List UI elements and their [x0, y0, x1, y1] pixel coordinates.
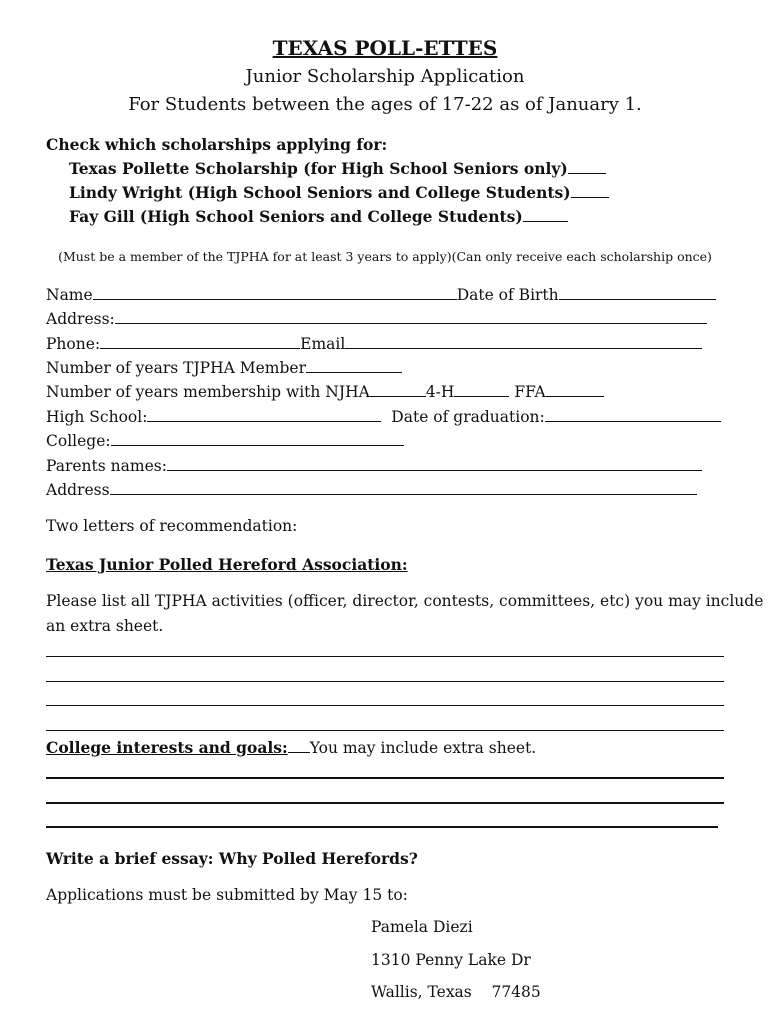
scholarship-option-pollette[interactable] [69, 159, 606, 178]
college-goals-heading: College interests and goals: [46, 738, 288, 757]
parents-label: Parents names: [46, 457, 167, 475]
college-field[interactable] [111, 431, 404, 446]
membership-note: (Must be a member of the TJPHA for at least 3 years to apply)(Can only receive each scholarship once) [58, 249, 712, 264]
name-row [46, 285, 716, 304]
address-row [46, 309, 707, 328]
activities-instructions: Please list all TJPHA activities (officer, director, contests, committees, etc) you may include [46, 592, 764, 610]
four-h-field[interactable] [454, 382, 509, 397]
parent-address-label: Address [46, 481, 110, 499]
ffa-field[interactable] [546, 382, 604, 397]
four-h-label: 4-H [425, 383, 455, 401]
tjpha-years-row [46, 358, 402, 377]
email-label: Email [300, 335, 346, 353]
college-row [46, 431, 404, 450]
college-goals-line[interactable] [46, 777, 724, 779]
college-goals-line[interactable] [46, 802, 724, 804]
name-label: Name [46, 286, 93, 304]
scholarship-label: Lindy Wright (High School Seniors and College Students) [69, 183, 571, 202]
membership-row [46, 382, 604, 401]
college-goals-underline [288, 738, 310, 753]
address-field[interactable] [115, 309, 707, 324]
phone-row [46, 334, 702, 353]
njha-label: Number of years membership with NJHA [46, 383, 370, 401]
check-line[interactable] [568, 159, 606, 174]
scholarship-option-wright[interactable] [69, 183, 609, 202]
activities-line[interactable] [46, 656, 724, 657]
email-field[interactable] [345, 334, 702, 349]
page-title: TEXAS POLL-ETTES [272, 36, 498, 60]
scholarships-heading: Check which scholarships applying for: [46, 135, 388, 154]
submission-street: 1310 Penny Lake Dr [371, 951, 531, 969]
submission-name: Pamela Diezi [371, 918, 473, 936]
phone-field[interactable] [100, 334, 300, 349]
check-line[interactable] [523, 207, 568, 222]
parent-address-field[interactable] [110, 480, 697, 495]
recommendation-text: Two letters of recommendation: [46, 517, 298, 535]
tjpha-years-label: Number of years TJPHA Member [46, 359, 306, 377]
submission-text: Applications must be submitted by May 15 to: [46, 886, 408, 904]
name-field[interactable] [93, 285, 457, 300]
parents-row [46, 456, 702, 475]
essay-prompt: Write a brief essay: Why Polled Herefords? [46, 849, 418, 868]
parent-address-row [46, 480, 697, 499]
phone-label: Phone: [46, 335, 101, 353]
grad-date-field[interactable] [545, 407, 721, 422]
association-heading: Texas Junior Polled Hereford Association: [46, 555, 408, 574]
college-goals-note: You may include extra sheet. [309, 739, 537, 757]
high-school-label: High School: [46, 408, 148, 426]
college-goals-row [46, 738, 536, 757]
check-line[interactable] [571, 183, 609, 198]
scholarship-option-gill[interactable] [69, 207, 568, 226]
dob-label: Date of Birth [456, 286, 559, 304]
grad-date-label: Date of graduation: [391, 408, 545, 426]
scholarship-label: Texas Pollette Scholarship (for High School Seniors only) [69, 159, 568, 178]
dob-field[interactable] [559, 285, 716, 300]
submission-city: Wallis, Texas 77485 [371, 983, 541, 1001]
ffa-label: FFA [514, 383, 546, 401]
page-subtitle: Junior Scholarship Application [245, 66, 525, 87]
scholarship-label: Fay Gill (High School Seniors and College Students) [69, 207, 523, 226]
college-goals-line[interactable] [46, 826, 718, 828]
eligibility-text: For Students between the ages of 17-22 as of January 1. [128, 94, 642, 115]
college-label: College: [46, 432, 111, 450]
parents-field[interactable] [167, 456, 702, 471]
activities-line[interactable] [46, 681, 724, 682]
njha-field[interactable] [370, 382, 426, 397]
high-school-row [46, 407, 721, 426]
activities-instructions-cont: an extra sheet. [46, 617, 164, 635]
activities-line[interactable] [46, 705, 724, 706]
activities-line[interactable] [46, 730, 724, 731]
address-label: Address: [46, 310, 115, 328]
high-school-field[interactable] [147, 407, 381, 422]
tjpha-years-field[interactable] [306, 358, 402, 373]
